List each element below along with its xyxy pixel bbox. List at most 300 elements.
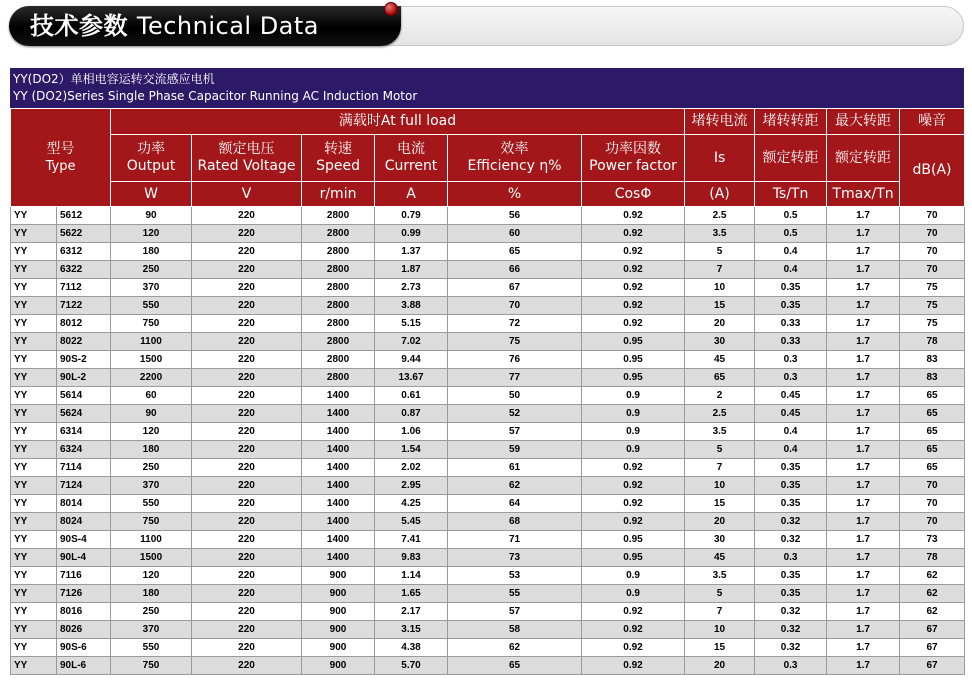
cell-noise: 65 (900, 441, 965, 459)
cell-current: 1.37 (375, 243, 448, 261)
cell-locked-current: 30 (685, 531, 755, 549)
cell-series: YY (11, 603, 57, 621)
cell-max-torque: 1.7 (827, 603, 900, 621)
cell-model: 90S-6 (57, 639, 111, 657)
cell-power-factor: 0.92 (582, 621, 685, 639)
cell-locked-current: 15 (685, 639, 755, 657)
cell-noise: 65 (900, 387, 965, 405)
cell-model: 7126 (57, 585, 111, 603)
cell-model: 5614 (57, 387, 111, 405)
col-header-speed: 转速 Speed (302, 135, 375, 182)
cell-max-torque: 1.7 (827, 639, 900, 657)
cell-current: 13.67 (375, 369, 448, 387)
table-row (11, 441, 965, 459)
cell-current: 0.99 (375, 225, 448, 243)
table-row (11, 387, 965, 405)
cell-efficiency: 64 (448, 495, 582, 513)
cell-series: YY (11, 657, 57, 675)
col-header-efficiency: 效率 Efficiency η% (448, 135, 582, 182)
col-header-type: 型号 Type (11, 109, 111, 207)
cell-voltage: 220 (192, 567, 302, 585)
cell-locked-torque: 0.32 (755, 621, 827, 639)
unit-output: W (111, 182, 192, 207)
motor-series-title-cn: YY(DO2）单相电容运转交流感应电机 (13, 72, 215, 86)
unit-speed: r/min (302, 182, 375, 207)
col-header-power-factor: 功率因数 Power factor (582, 135, 685, 182)
cell-max-torque: 1.7 (827, 297, 900, 315)
col-header-current: 电流 Current (375, 135, 448, 182)
table-row (11, 459, 965, 477)
cell-locked-current: 3.5 (685, 567, 755, 585)
cell-locked-current: 20 (685, 513, 755, 531)
cell-series: YY (11, 639, 57, 657)
cell-current: 5.70 (375, 657, 448, 675)
cell-speed: 900 (302, 585, 375, 603)
table-row (11, 207, 965, 225)
table-row (11, 621, 965, 639)
cell-max-torque: 1.7 (827, 369, 900, 387)
cell-noise: 78 (900, 549, 965, 567)
cell-model: 7122 (57, 297, 111, 315)
cell-output: 1500 (111, 549, 192, 567)
cell-voltage: 220 (192, 657, 302, 675)
table-row (11, 531, 965, 549)
cell-current: 5.15 (375, 315, 448, 333)
cell-locked-torque: 0.35 (755, 495, 827, 513)
cell-locked-current: 10 (685, 477, 755, 495)
cell-model: 90L-2 (57, 369, 111, 387)
cell-max-torque: 1.7 (827, 585, 900, 603)
cell-voltage: 220 (192, 387, 302, 405)
cell-noise: 83 (900, 351, 965, 369)
table-row (11, 657, 965, 675)
cell-locked-torque: 0.35 (755, 477, 827, 495)
cell-output: 180 (111, 585, 192, 603)
cell-output: 60 (111, 387, 192, 405)
table-row (11, 639, 965, 657)
table-row (11, 333, 965, 351)
cell-noise: 70 (900, 261, 965, 279)
cell-max-torque: 1.7 (827, 621, 900, 639)
cell-current: 7.41 (375, 531, 448, 549)
cell-series: YY (11, 225, 57, 243)
cell-locked-current: 45 (685, 549, 755, 567)
cell-locked-torque: 0.4 (755, 261, 827, 279)
cell-speed: 1400 (302, 531, 375, 549)
cell-efficiency: 71 (448, 531, 582, 549)
cell-model: 7116 (57, 567, 111, 585)
cell-speed: 1400 (302, 423, 375, 441)
cell-speed: 1400 (302, 387, 375, 405)
cell-locked-current: 20 (685, 315, 755, 333)
cell-max-torque: 1.7 (827, 387, 900, 405)
cell-efficiency: 67 (448, 279, 582, 297)
cell-power-factor: 0.9 (582, 387, 685, 405)
cell-noise: 65 (900, 459, 965, 477)
cell-series: YY (11, 333, 57, 351)
cell-model: 5622 (57, 225, 111, 243)
cell-current: 2.73 (375, 279, 448, 297)
cell-noise: 70 (900, 225, 965, 243)
col-header-max-torque-cn: 最大转距 (827, 109, 900, 135)
cell-power-factor: 0.95 (582, 549, 685, 567)
cell-locked-current: 65 (685, 369, 755, 387)
cell-efficiency: 58 (448, 621, 582, 639)
cell-voltage: 220 (192, 405, 302, 423)
table-row (11, 405, 965, 423)
cell-voltage: 220 (192, 297, 302, 315)
cell-current: 7.02 (375, 333, 448, 351)
cell-output: 750 (111, 657, 192, 675)
cell-speed: 2800 (302, 315, 375, 333)
cell-voltage: 220 (192, 351, 302, 369)
cell-series: YY (11, 369, 57, 387)
cell-power-factor: 0.92 (582, 639, 685, 657)
cell-voltage: 220 (192, 441, 302, 459)
cell-power-factor: 0.92 (582, 603, 685, 621)
cell-series: YY (11, 351, 57, 369)
cell-speed: 1400 (302, 459, 375, 477)
cell-locked-torque: 0.5 (755, 207, 827, 225)
cell-current: 5.45 (375, 513, 448, 531)
unit-power-factor: CosΦ (582, 182, 685, 207)
cell-efficiency: 50 (448, 387, 582, 405)
cell-locked-torque: 0.45 (755, 387, 827, 405)
cell-efficiency: 52 (448, 405, 582, 423)
cell-max-torque: 1.7 (827, 459, 900, 477)
cell-power-factor: 0.9 (582, 423, 685, 441)
cell-speed: 2800 (302, 333, 375, 351)
cell-locked-current: 30 (685, 333, 755, 351)
cell-noise: 70 (900, 477, 965, 495)
cell-model: 5624 (57, 405, 111, 423)
cell-model: 8026 (57, 621, 111, 639)
cell-locked-torque: 0.3 (755, 369, 827, 387)
cell-speed: 2800 (302, 261, 375, 279)
cell-efficiency: 61 (448, 459, 582, 477)
cell-locked-current: 15 (685, 495, 755, 513)
unit-locked-current: (A) (685, 182, 755, 207)
table-row (11, 243, 965, 261)
cell-locked-current: 3.5 (685, 225, 755, 243)
cell-max-torque: 1.7 (827, 441, 900, 459)
cell-locked-torque: 0.33 (755, 333, 827, 351)
cell-output: 550 (111, 495, 192, 513)
cell-efficiency: 75 (448, 333, 582, 351)
cell-series: YY (11, 423, 57, 441)
col-header-locked-torque-cn: 堵转转距 (755, 109, 827, 135)
cell-max-torque: 1.7 (827, 567, 900, 585)
cell-series: YY (11, 459, 57, 477)
cell-output: 370 (111, 477, 192, 495)
cell-series: YY (11, 477, 57, 495)
cell-efficiency: 65 (448, 657, 582, 675)
cell-current: 2.95 (375, 477, 448, 495)
cell-noise: 62 (900, 603, 965, 621)
unit-max-torque: Tmax/Tn (827, 182, 900, 207)
cell-model: 90S-2 (57, 351, 111, 369)
col-header-locked-current-sym: Is (685, 135, 755, 182)
cell-model: 6312 (57, 243, 111, 261)
cell-power-factor: 0.9 (582, 441, 685, 459)
table-row (11, 567, 965, 585)
cell-locked-torque: 0.45 (755, 405, 827, 423)
cell-efficiency: 76 (448, 351, 582, 369)
cell-current: 1.87 (375, 261, 448, 279)
cell-current: 9.83 (375, 549, 448, 567)
cell-voltage: 220 (192, 369, 302, 387)
cell-model: 6322 (57, 261, 111, 279)
cell-max-torque: 1.7 (827, 549, 900, 567)
cell-power-factor: 0.92 (582, 315, 685, 333)
red-dot-icon (384, 2, 398, 16)
cell-locked-current: 20 (685, 657, 755, 675)
cell-power-factor: 0.92 (582, 459, 685, 477)
cell-locked-current: 45 (685, 351, 755, 369)
cell-output: 1100 (111, 333, 192, 351)
cell-power-factor: 0.95 (582, 369, 685, 387)
cell-noise: 67 (900, 657, 965, 675)
cell-output: 550 (111, 639, 192, 657)
cell-output: 90 (111, 207, 192, 225)
cell-locked-torque: 0.33 (755, 315, 827, 333)
cell-series: YY (11, 621, 57, 639)
unit-current: A (375, 182, 448, 207)
cell-efficiency: 65 (448, 243, 582, 261)
cell-max-torque: 1.7 (827, 333, 900, 351)
cell-noise: 70 (900, 207, 965, 225)
cell-model: 7112 (57, 279, 111, 297)
cell-efficiency: 56 (448, 207, 582, 225)
cell-output: 120 (111, 423, 192, 441)
cell-locked-torque: 0.32 (755, 513, 827, 531)
table-row (11, 369, 965, 387)
cell-series: YY (11, 405, 57, 423)
cell-locked-current: 7 (685, 603, 755, 621)
cell-speed: 2800 (302, 207, 375, 225)
cell-efficiency: 66 (448, 261, 582, 279)
cell-noise: 75 (900, 279, 965, 297)
cell-efficiency: 57 (448, 603, 582, 621)
cell-speed: 2800 (302, 297, 375, 315)
cell-model: 90L-4 (57, 549, 111, 567)
cell-locked-current: 5 (685, 243, 755, 261)
cell-power-factor: 0.92 (582, 225, 685, 243)
cell-max-torque: 1.7 (827, 405, 900, 423)
cell-locked-current: 7 (685, 459, 755, 477)
cell-efficiency: 73 (448, 549, 582, 567)
cell-max-torque: 1.7 (827, 495, 900, 513)
cell-locked-torque: 0.35 (755, 585, 827, 603)
cell-speed: 1400 (302, 477, 375, 495)
cell-locked-current: 10 (685, 621, 755, 639)
cell-noise: 62 (900, 585, 965, 603)
cell-speed: 900 (302, 567, 375, 585)
table-row (11, 279, 965, 297)
cell-locked-current: 2.5 (685, 405, 755, 423)
cell-current: 3.15 (375, 621, 448, 639)
cell-output: 370 (111, 621, 192, 639)
cell-voltage: 220 (192, 207, 302, 225)
cell-power-factor: 0.92 (582, 243, 685, 261)
cell-voltage: 220 (192, 639, 302, 657)
table-row (11, 585, 965, 603)
cell-output: 1500 (111, 351, 192, 369)
cell-current: 1.14 (375, 567, 448, 585)
cell-series: YY (11, 549, 57, 567)
table-row (11, 495, 965, 513)
cell-voltage: 220 (192, 621, 302, 639)
cell-max-torque: 1.7 (827, 657, 900, 675)
cell-speed: 2800 (302, 351, 375, 369)
cell-current: 9.44 (375, 351, 448, 369)
cell-locked-current: 15 (685, 297, 755, 315)
cell-series: YY (11, 207, 57, 225)
cell-locked-torque: 0.3 (755, 657, 827, 675)
cell-locked-current: 7 (685, 261, 755, 279)
cell-voltage: 220 (192, 333, 302, 351)
cell-series: YY (11, 297, 57, 315)
cell-model: 8012 (57, 315, 111, 333)
cell-series: YY (11, 513, 57, 531)
col-header-noise-unit: dB(A) (900, 135, 965, 207)
cell-speed: 1400 (302, 549, 375, 567)
cell-efficiency: 55 (448, 585, 582, 603)
cell-voltage: 220 (192, 279, 302, 297)
cell-noise: 75 (900, 297, 965, 315)
cell-power-factor: 0.92 (582, 657, 685, 675)
cell-efficiency: 59 (448, 441, 582, 459)
section-title-cn: 技术参数 (30, 12, 128, 40)
table-row (11, 297, 965, 315)
cell-max-torque: 1.7 (827, 279, 900, 297)
cell-output: 250 (111, 603, 192, 621)
col-header-output: 功率 Output (111, 135, 192, 182)
cell-model: 5612 (57, 207, 111, 225)
cell-noise: 75 (900, 315, 965, 333)
cell-output: 180 (111, 243, 192, 261)
cell-power-factor: 0.9 (582, 405, 685, 423)
cell-noise: 70 (900, 495, 965, 513)
col-header-voltage: 额定电压 Rated Voltage (192, 135, 302, 182)
col-header-full-load: 满载时At full load (111, 109, 685, 135)
cell-locked-torque: 0.4 (755, 441, 827, 459)
cell-output: 750 (111, 315, 192, 333)
section-title-en: Technical Data (136, 12, 319, 40)
cell-speed: 1400 (302, 405, 375, 423)
cell-model: 8024 (57, 513, 111, 531)
cell-efficiency: 53 (448, 567, 582, 585)
cell-output: 120 (111, 567, 192, 585)
cell-locked-torque: 0.4 (755, 423, 827, 441)
cell-power-factor: 0.95 (582, 531, 685, 549)
cell-power-factor: 0.92 (582, 495, 685, 513)
col-header-locked-current-cn: 堵转电流 (685, 109, 755, 135)
cell-current: 1.54 (375, 441, 448, 459)
cell-current: 0.87 (375, 405, 448, 423)
cell-output: 750 (111, 513, 192, 531)
cell-max-torque: 1.7 (827, 243, 900, 261)
spec-table-body (11, 207, 965, 675)
cell-noise: 62 (900, 567, 965, 585)
cell-current: 4.25 (375, 495, 448, 513)
table-row (11, 351, 965, 369)
cell-output: 1100 (111, 531, 192, 549)
cell-current: 1.65 (375, 585, 448, 603)
cell-noise: 70 (900, 513, 965, 531)
cell-voltage: 220 (192, 315, 302, 333)
cell-voltage: 220 (192, 243, 302, 261)
cell-noise: 67 (900, 621, 965, 639)
cell-voltage: 220 (192, 477, 302, 495)
cell-series: YY (11, 567, 57, 585)
cell-locked-torque: 0.32 (755, 531, 827, 549)
cell-efficiency: 57 (448, 423, 582, 441)
cell-output: 550 (111, 297, 192, 315)
table-row (11, 423, 965, 441)
cell-locked-current: 2.5 (685, 207, 755, 225)
cell-output: 2200 (111, 369, 192, 387)
cell-model: 8016 (57, 603, 111, 621)
cell-max-torque: 1.7 (827, 315, 900, 333)
cell-speed: 1400 (302, 495, 375, 513)
cell-locked-current: 5 (685, 585, 755, 603)
cell-noise: 70 (900, 243, 965, 261)
cell-series: YY (11, 261, 57, 279)
cell-model: 90L-6 (57, 657, 111, 675)
cell-efficiency: 62 (448, 477, 582, 495)
cell-efficiency: 70 (448, 297, 582, 315)
cell-locked-torque: 0.35 (755, 459, 827, 477)
cell-locked-current: 10 (685, 279, 755, 297)
spec-table (10, 108, 965, 675)
unit-locked-torque: Ts/Tn (755, 182, 827, 207)
col-header-noise-cn: 噪音 (900, 109, 965, 135)
cell-model: 7114 (57, 459, 111, 477)
cell-power-factor: 0.95 (582, 351, 685, 369)
cell-speed: 1400 (302, 441, 375, 459)
unit-efficiency: % (448, 182, 582, 207)
cell-max-torque: 1.7 (827, 477, 900, 495)
cell-max-torque: 1.7 (827, 351, 900, 369)
cell-max-torque: 1.7 (827, 225, 900, 243)
cell-series: YY (11, 495, 57, 513)
cell-locked-torque: 0.35 (755, 297, 827, 315)
table-row (11, 315, 965, 333)
cell-voltage: 220 (192, 603, 302, 621)
motor-series-title-en: YY (DO2)Series Single Phase Capacitor Running AC Induction Motor (13, 89, 418, 103)
cell-power-factor: 0.92 (582, 297, 685, 315)
cell-voltage: 220 (192, 495, 302, 513)
cell-max-torque: 1.7 (827, 513, 900, 531)
cell-speed: 1400 (302, 513, 375, 531)
cell-voltage: 220 (192, 585, 302, 603)
cell-current: 2.02 (375, 459, 448, 477)
cell-locked-torque: 0.5 (755, 225, 827, 243)
cell-noise: 73 (900, 531, 965, 549)
cell-speed: 900 (302, 621, 375, 639)
cell-efficiency: 77 (448, 369, 582, 387)
cell-locked-torque: 0.35 (755, 279, 827, 297)
cell-efficiency: 72 (448, 315, 582, 333)
cell-series: YY (11, 387, 57, 405)
cell-series: YY (11, 441, 57, 459)
col-header-locked-torque-sub: 额定转距 (755, 135, 827, 182)
cell-locked-torque: 0.3 (755, 351, 827, 369)
cell-output: 370 (111, 279, 192, 297)
col-header-max-torque-sub: 额定转距 (827, 135, 900, 182)
cell-output: 250 (111, 261, 192, 279)
